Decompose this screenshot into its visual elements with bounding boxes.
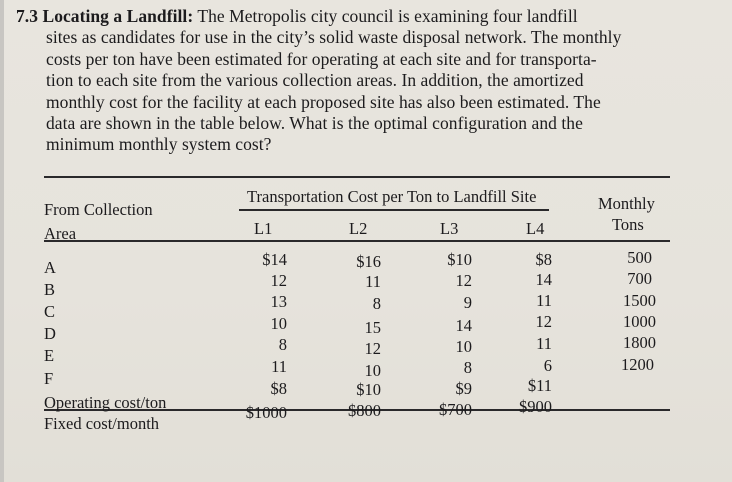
cost-cell: 8 (372, 294, 381, 313)
tons-cell: 700 (627, 269, 652, 288)
problem-text-0: The Metropolis city council is examining four landfill (197, 6, 578, 26)
cost-cell: $16 (356, 252, 381, 271)
cost-cell: 10 (455, 337, 472, 356)
problem-text-2: costs per ton have been estimated for operating at each site and for transporta- (46, 48, 597, 69)
cost-cell: $8 (535, 250, 552, 269)
table-header-rule (44, 240, 670, 242)
operating-cost-cell: $9 (455, 379, 472, 398)
cost-cell: 9 (463, 293, 472, 312)
fixed-cost-cell: $1000 (245, 403, 287, 422)
cost-cell: $14 (262, 250, 287, 269)
site-header-l4: L4 (526, 219, 545, 238)
cost-cell: 14 (535, 270, 552, 289)
problem-number: 7.3 (16, 6, 39, 26)
fixed-cost-cell: $700 (439, 400, 472, 419)
cost-cell: 12 (535, 312, 552, 331)
operating-cost-cell: $10 (356, 380, 381, 399)
problem-text-6: minimum monthly system cost? (46, 134, 272, 155)
row-header-line2: Area (44, 224, 77, 243)
problem-text-1: sites as candidates for use in the city’s solid waste disposal network. The monthly (46, 27, 622, 48)
problem-title: Locating a Landfill: (42, 6, 194, 26)
area-label-b: B (44, 280, 56, 299)
operating-cost-cell: $8 (270, 379, 287, 398)
cost-cell: $10 (447, 250, 472, 269)
operating-label: Operating cost/ton (44, 393, 167, 412)
cost-cell: 12 (455, 271, 472, 290)
area-label-c: C (44, 302, 56, 321)
cost-cell: 11 (271, 357, 287, 376)
group-header: Transportation Cost per Ton to Landfill Site (247, 187, 537, 206)
problem-line-1 (16, 6, 656, 27)
cost-cell: 11 (536, 334, 552, 353)
cost-cell: 11 (365, 272, 381, 291)
tons-header-line2: Tons (612, 215, 644, 234)
tons-cell: 1000 (623, 312, 656, 331)
fixed-cost-cell: $900 (519, 397, 552, 416)
cost-cell: 8 (278, 335, 287, 354)
area-label-f: F (44, 369, 54, 388)
area-label-a: A (44, 258, 56, 277)
cost-cell: 10 (270, 314, 287, 333)
cost-cell: 15 (364, 318, 381, 337)
cost-cell: 14 (455, 316, 472, 335)
site-header-l1: L1 (254, 219, 273, 238)
table-top-rule (44, 176, 670, 178)
cost-cell: 13 (270, 292, 287, 311)
area-label-e: E (44, 346, 55, 365)
cost-cell: 11 (536, 291, 552, 310)
area-label-d: D (44, 324, 56, 343)
cost-cell: 8 (463, 358, 472, 377)
problem-text-5: data are shown in the table below. What is the optimal configuration and the (46, 113, 583, 134)
cost-cell: 10 (364, 361, 381, 380)
problem-text-3: tion to each site from the various collection areas. In addition, the amortized (46, 70, 584, 91)
tons-cell: 1800 (623, 333, 656, 352)
cost-cell: 12 (270, 271, 287, 290)
cost-cell: 6 (543, 356, 552, 375)
tons-header-line1: Monthly (598, 194, 655, 213)
site-header-l2: L2 (349, 219, 368, 238)
row-header-line1: From Collection (44, 200, 153, 219)
operating-cost-cell: $11 (527, 376, 552, 395)
tons-cell: 1200 (621, 355, 654, 374)
problem-text-4: monthly cost for the facility at each proposed site has also been estimated. The (46, 91, 601, 112)
problem-statement (16, 6, 656, 156)
fixed-cost-cell: $800 (348, 401, 381, 420)
tons-cell: 500 (627, 248, 652, 267)
site-header-l3: L3 (440, 219, 459, 238)
group-header-rule (239, 209, 549, 211)
fixed-label: Fixed cost/month (44, 414, 160, 433)
cost-cell: 12 (364, 339, 381, 358)
tons-cell: 1500 (623, 291, 656, 310)
